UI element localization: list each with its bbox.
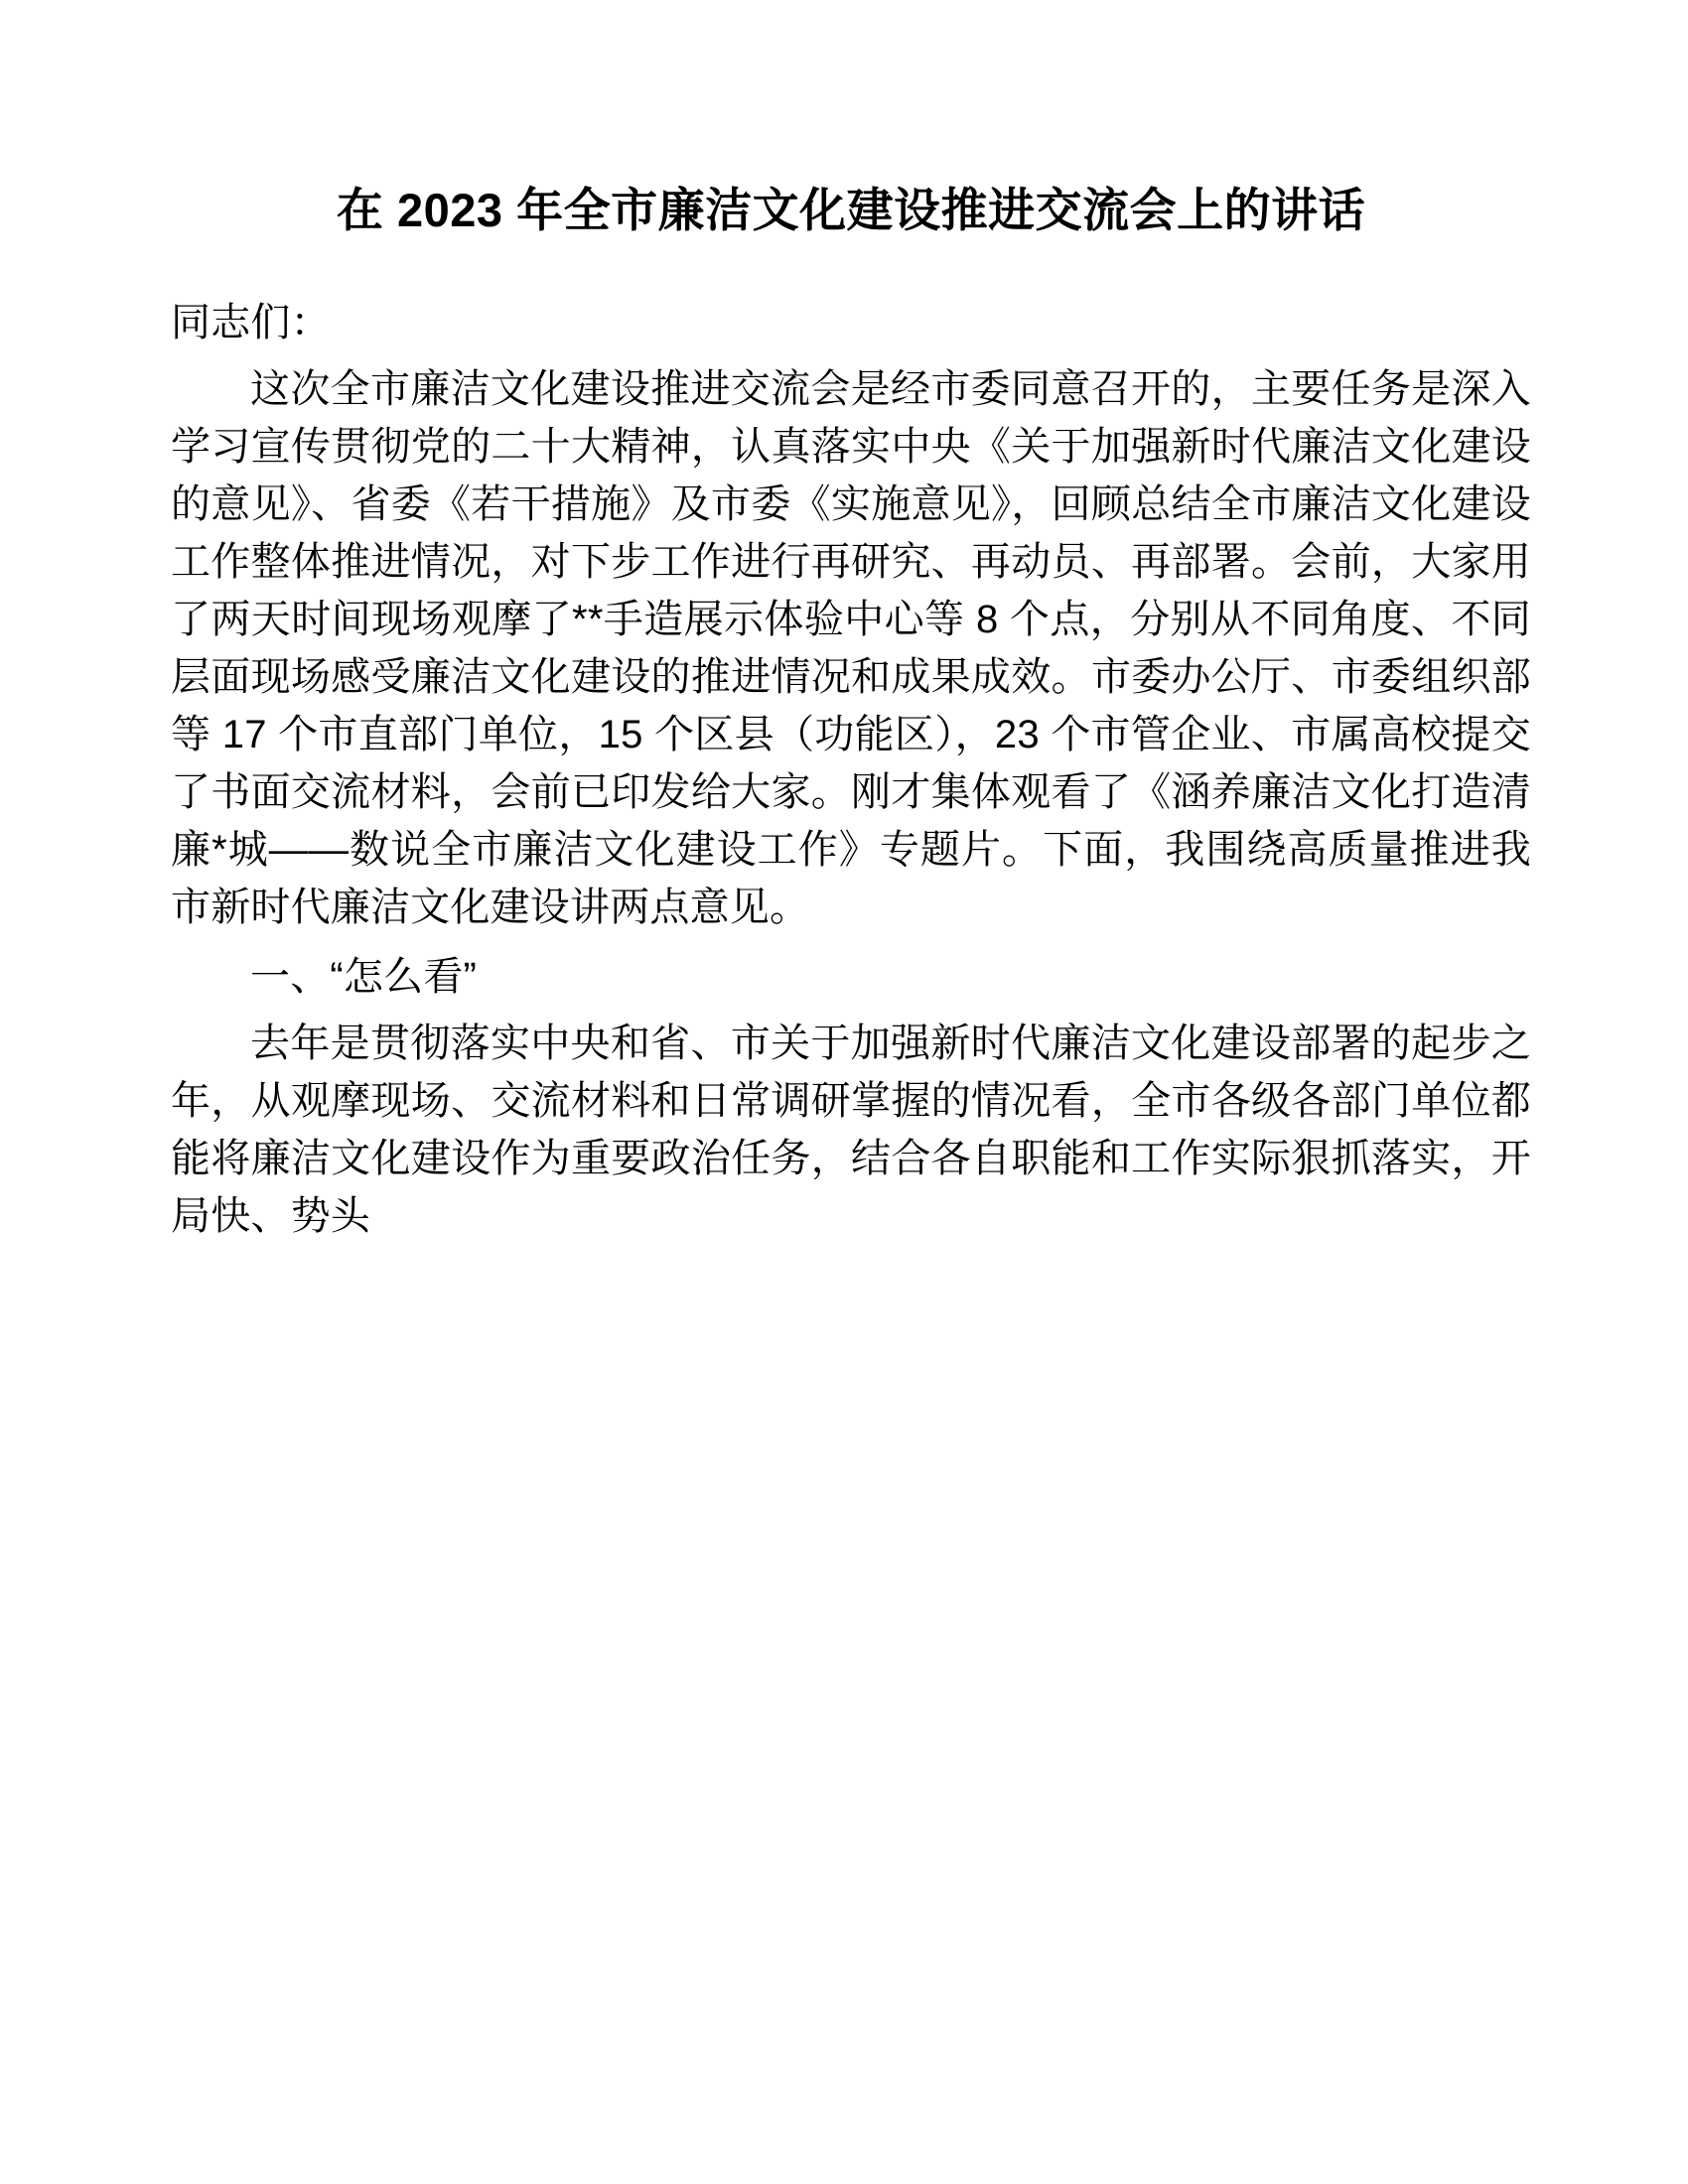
body-paragraph-1: 这次全市廉洁文化建设推进交流会是经市委同意召开的，主要任务是深入学习宣传贯彻党的二十大精神，认真落实中央《关于加强新时代廉洁文化建设的意见》、省委《若干措施》及市委《实施意见》，回顾总结全市廉洁文化建设工作整体推进情况，对下步工作进行再研究、再动员、再部署。会前，大家用了两天时间现场观摩了**手造展示体验中心等 8 个点，分别从不同角度、不同层面现场感受廉洁文化建设的推进情况和成果成效。市委办公厅、市委组织部等 17 个市直部门单位，15 个区县（功能区），23 个市管企业、市属高校提交了书面交流材料，会前已印发给大家。刚才集体观看了《涵养廉洁文化打造清廉*城——数说全市廉洁文化建设工作》专题片。下面，我围绕高质量推进我市新时代廉洁文化建设讲两点意见。 [171, 367, 1531, 929]
document-content [171, 0, 1531, 1245]
salutation: 同志们： [171, 301, 331, 344]
section-heading-1: 一、“怎么看” [250, 955, 478, 999]
body-paragraph-2: 去年是贯彻落实中央和省、市关于加强新时代廉洁文化建设部署的起步之年，从观摩现场、交流材料和日常调研掌握的情况看，全市各级各部门单位都能将廉洁文化建设作为重要政治任务，结合各自职能和工作实际狠抓落实，开局快、势头 [171, 1022, 1531, 1238]
page-title: 在 2023 年全市廉洁文化建设推进交流会上的讲话 [336, 184, 1366, 236]
